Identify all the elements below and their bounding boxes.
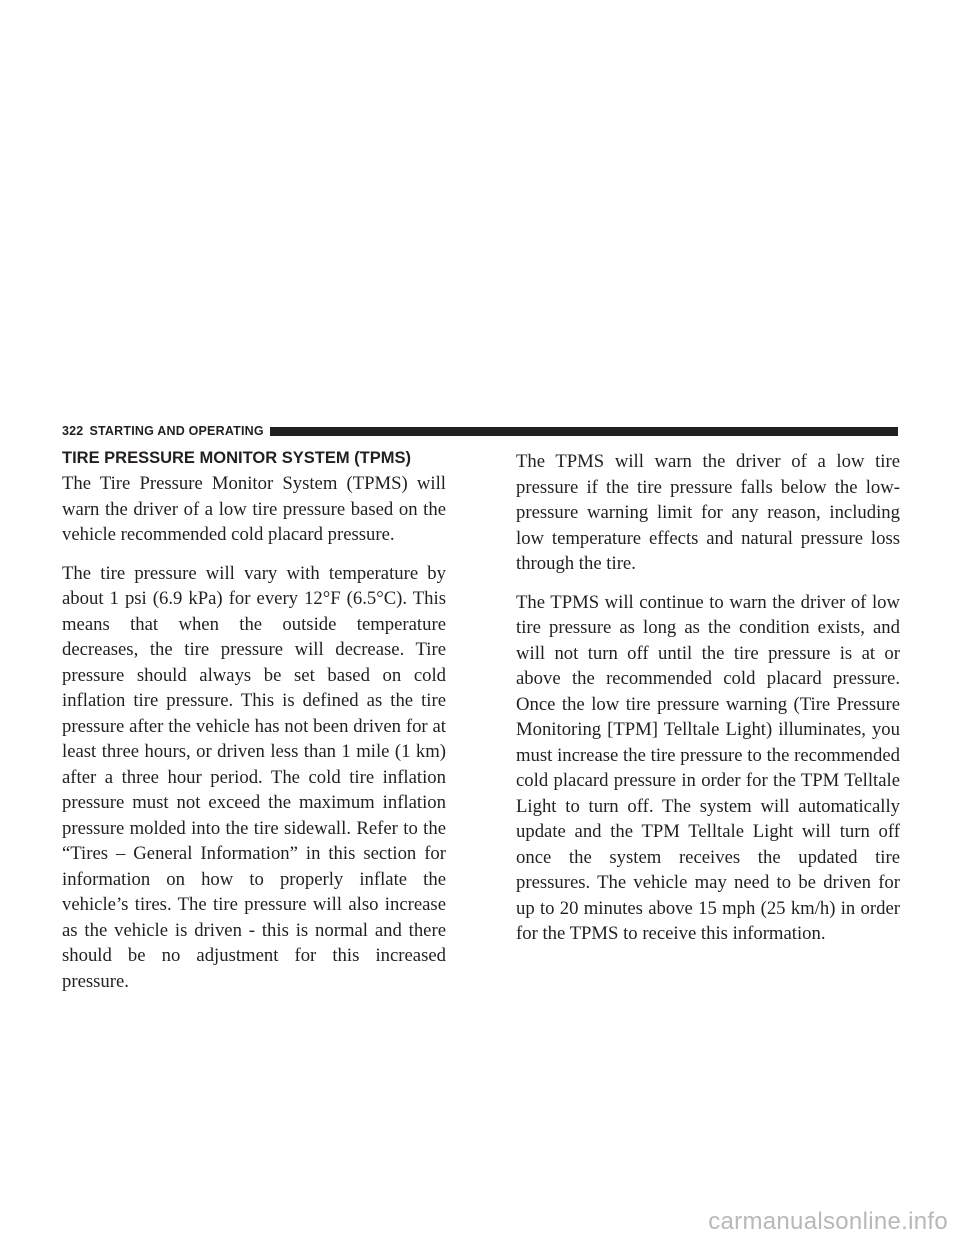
paragraph: The TPMS will warn the driver of a low tire pressure if the tire pressure falls below the low-pressure warning limit for any reason, including low temperature effects and natural pressure loss through the tire.	[516, 451, 900, 574]
section-heading: TIRE PRESSURE MONITOR SYSTEM (TPMS)	[62, 449, 411, 467]
paragraph: The Tire Pressure Monitor System (TPMS) will warn the driver of a low tire pressure based on the vehicle recommended cold placard pressure.	[62, 473, 446, 545]
left-column	[62, 448, 446, 1007]
header-rule	[270, 427, 898, 436]
page-number: 322	[62, 424, 84, 438]
paragraph: The tire pressure will vary with temperature by about 1 psi (6.9 kPa) for every 12°F (6.5°C). This means that when the outside temperature decreases, the tire pressure will decrease. Tire pressure should always be set based on cold inflation tire pressure. This is defined as the tire pressure after the vehicle has not been driven for at least three hours, or driven less than 1 mile (1 km) after a three hour period. The cold tire inflation pressure must not exceed the maximum inflation pressure molded into the tire sidewall. Refer to the “Tires – General Information” in this section for information on how to properly inflate the vehicle’s tires. The tire pressure will also increase as the vehicle is driven - this is normal and there should be no adjustment for this increased pressure.	[62, 562, 446, 992]
right-column	[516, 448, 900, 960]
section-title-header: STARTING AND OPERATING	[89, 424, 264, 438]
paragraph: The TPMS will continue to warn the driver of low tire pressure as long as the condition exists, and will not turn off until the tire pressure is at or above the recommended cold placard pressure. Once the low tire pressure warning (Tire Pressure Monitoring [TPM] Telltale Light) illuminates, you must increase the tire pressure to the recommended cold placard pressure in order for the TPM Telltale Light to turn off. The system will automatically update and the TPM Telltale Light will turn off once the system receives the updated tire pressures. The vehicle may need to be driven for up to 20 minutes above 15 mph (25 km/h) in order for the TPMS to receive this information.	[516, 591, 900, 944]
watermark: carmanualsonline.info	[708, 1208, 948, 1235]
running-header	[62, 421, 898, 441]
